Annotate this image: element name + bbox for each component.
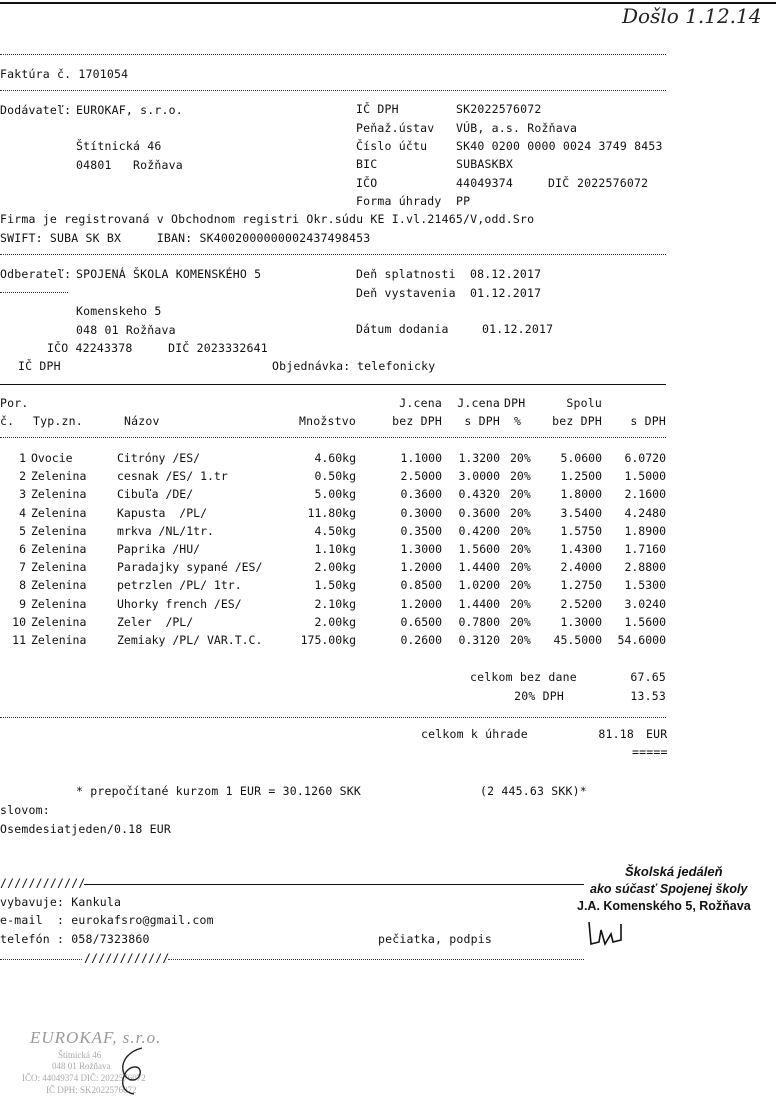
- company-signature-stroke: [123, 1048, 142, 1094]
- supplier-account: SK40 0200 0000 0024 3749 8453: [456, 139, 663, 153]
- supplier-bank-label: Peňaž.ústav: [356, 121, 435, 135]
- cell-price: 0.6500: [400, 614, 442, 629]
- cell-price: 1.2000: [400, 596, 442, 611]
- cell-typ: Zelenina: [31, 469, 87, 484]
- customer-ico-dic: IČO 42243378 DIČ 2023332641: [47, 341, 268, 355]
- col-spolu-sub: bez DPH: [552, 414, 602, 428]
- cell-price-vat: 1.0200: [458, 578, 500, 593]
- divider: [0, 54, 666, 55]
- cell-name: Kapusta /PL/: [117, 505, 208, 520]
- cell-no: 7: [19, 560, 26, 575]
- cell-typ: Zelenina: [31, 578, 87, 593]
- cell-qty: 5.00kg: [314, 487, 356, 502]
- cell-total-vat: 2.8800: [624, 560, 666, 575]
- cell-price-vat: 0.4200: [458, 523, 500, 538]
- cell-qty: 11.80kg: [307, 505, 356, 520]
- company-stamp-line4: IČ DPH: SK2022576072: [46, 1085, 137, 1095]
- cell-qty: 1.10kg: [314, 542, 356, 556]
- issued-by: vybavuje: Kankula: [0, 895, 122, 909]
- divider: [168, 959, 584, 960]
- cell-vat: 20%: [510, 451, 531, 465]
- supplier-dic-label: DIČ: [548, 176, 570, 190]
- supplier-account-label: Číslo účtu: [356, 139, 428, 153]
- cell-total: 45.5000: [553, 633, 602, 647]
- cell-qty: 1.50kg: [314, 578, 356, 593]
- cell-price: 0.8500: [400, 578, 442, 593]
- customer-label: Odberateľ:: [0, 267, 72, 281]
- cell-total-vat: 1.7160: [624, 542, 666, 556]
- table-row: [0, 452, 776, 468]
- cell-name: Paradajky sypané /ES/: [117, 560, 263, 575]
- table-row: [0, 543, 776, 559]
- supplier-ic-dph-label: IČ DPH: [356, 102, 399, 116]
- cell-no: 11: [12, 633, 26, 647]
- cell-typ: Zelenina: [31, 633, 87, 647]
- cell-vat: 20%: [510, 578, 531, 593]
- divider: [0, 292, 68, 293]
- divider: [0, 90, 666, 91]
- cell-total: 1.3000: [560, 614, 602, 629]
- signature-stroke: [589, 922, 621, 944]
- cell-name: cesnak /ES/ 1.tr: [117, 469, 228, 484]
- delivery-date: 01.12.2017: [482, 322, 554, 336]
- supplier-dic: 2022576072: [577, 176, 649, 190]
- company-stamp-line1: Štítnická 46: [58, 1050, 102, 1060]
- vat-total-label: 20% DPH: [514, 689, 564, 703]
- table-row: [0, 598, 776, 614]
- signature-scribble: [585, 916, 633, 952]
- cell-total: 2.4000: [560, 560, 602, 575]
- cell-total-vat: 4.2480: [624, 505, 666, 520]
- cell-qty: 0.50kg: [314, 469, 356, 484]
- cell-typ: Zelenina: [31, 596, 87, 611]
- supplier-bic: SUBASKBX: [456, 157, 513, 171]
- col-jcena-sub: bez DPH: [392, 414, 442, 428]
- cell-price: 1.2000: [400, 560, 442, 575]
- amount-due-underline: =====: [632, 745, 668, 759]
- conversion-note: * prepočítané kurzom 1 EUR = 30.1260 SKK: [76, 784, 361, 798]
- supplier-city: 04801 Rožňava: [76, 158, 183, 172]
- vat-total: 13.53: [630, 689, 666, 703]
- customer-city: 048 01 Rožňava: [76, 323, 176, 337]
- divider: [0, 254, 666, 255]
- cell-price-vat: 1.3200: [458, 451, 500, 465]
- cell-qty: 4.60kg: [314, 451, 356, 465]
- cell-vat: 20%: [510, 633, 531, 647]
- cell-typ: Zelenina: [31, 505, 87, 520]
- company-stamp-line3: IČO: 44049374 DIČ: 2022576072: [22, 1073, 146, 1083]
- delivery-date-label: Dátum dodania: [356, 322, 449, 336]
- cell-no: 2: [19, 469, 26, 484]
- col-spolu: Spolu: [566, 396, 602, 410]
- supplier-street: Štítnická 46: [76, 139, 162, 153]
- cell-qty: 2.00kg: [314, 560, 356, 575]
- cell-name: Cibuľa /DE/: [117, 487, 194, 502]
- payment-method: PP: [456, 194, 471, 208]
- col-jcena-dph-sub: s DPH: [464, 414, 500, 428]
- handwritten-received-date: Došlo 1.12.14: [622, 4, 762, 28]
- divider: [0, 437, 666, 438]
- cell-total-vat: 1.5300: [624, 578, 666, 593]
- supplier-label: Dodávateľ:: [0, 103, 72, 117]
- cell-total: 1.2750: [560, 578, 602, 593]
- table-row: [0, 488, 776, 504]
- col-mnozstvo: Množstvo: [299, 414, 356, 428]
- col-spolu-s-dph: s DPH: [630, 414, 666, 428]
- payment-method-label: Forma úhrady: [356, 194, 442, 208]
- supplier-ico: 44049374: [456, 176, 513, 190]
- order-label: Objednávka:: [272, 359, 351, 373]
- school-stamp-line2: ako súčasť Spojenej školy: [590, 882, 748, 896]
- supplier-ic-dph: SK2022576072: [456, 102, 542, 116]
- col-jcena: J.cena: [399, 396, 442, 410]
- company-stamp-name: EUROKAF, s.r.o.: [30, 1028, 162, 1047]
- issue-date-label: Deň vystavenia: [356, 286, 456, 300]
- supplier-ico-label: IČO: [356, 176, 378, 190]
- conversion-skk: (2 445.63 SKK)*: [480, 784, 587, 798]
- cell-name: Citróny /ES/: [117, 451, 201, 465]
- cell-price: 0.3000: [400, 505, 442, 520]
- due-date-label: Deň splatnosti: [356, 267, 456, 281]
- stamp-signature-label: pečiatka, podpis: [378, 932, 492, 946]
- cell-price: 1.3000: [400, 542, 442, 556]
- cell-price-vat: 3.0000: [458, 469, 500, 484]
- table-row: [0, 525, 776, 541]
- cell-price-vat: 1.4400: [458, 560, 500, 575]
- cell-typ: Zelenina: [31, 560, 87, 575]
- cell-price: 0.2600: [400, 633, 442, 647]
- cell-typ: Ovocie: [31, 451, 73, 465]
- col-por: Por.: [0, 396, 29, 410]
- cell-total: 1.4300: [560, 542, 602, 556]
- cell-name: petrzlen /PL/ 1tr.: [117, 578, 242, 593]
- cell-name: Paprika /HU/: [117, 542, 201, 556]
- cell-vat: 20%: [510, 505, 531, 520]
- cell-total-vat: 1.5000: [624, 469, 666, 484]
- net-total-label: celkom bez dane: [470, 670, 577, 684]
- cell-total: 3.5400: [560, 505, 602, 520]
- supplier-bank: VÚB, a.s. Rožňava: [456, 121, 578, 135]
- due-date: 08.12.2017: [470, 267, 542, 281]
- table-top-rule: [0, 384, 666, 385]
- cell-vat: 20%: [510, 614, 531, 629]
- cell-total: 1.8000: [560, 487, 602, 502]
- footer-slashes-top: ////////////: [0, 876, 86, 890]
- order-value: telefonicky: [357, 359, 436, 373]
- col-dph-percent: %: [514, 414, 522, 428]
- cell-name: Uhorky french /ES/: [117, 596, 242, 611]
- cell-qty: 2.00kg: [314, 614, 356, 629]
- cell-no: 9: [19, 596, 26, 611]
- cell-price: 2.5000: [400, 469, 442, 484]
- cell-price-vat: 0.3120: [458, 633, 500, 647]
- swift-iban: SWIFT: SUBA SK BX IBAN: SK4002000000002437498453: [0, 231, 371, 245]
- cell-price-vat: 0.4320: [458, 487, 500, 502]
- school-stamp-line1: Školská jedáleň: [625, 864, 723, 879]
- cell-no: 4: [19, 505, 26, 520]
- cell-price: 0.3500: [400, 523, 442, 538]
- words-label: slovom:: [0, 803, 50, 817]
- cell-vat: 20%: [510, 523, 531, 538]
- cell-total: 1.2500: [560, 469, 602, 484]
- cell-price-vat: 0.7800: [458, 614, 500, 629]
- divider: [0, 959, 82, 960]
- cell-no: 8: [19, 578, 26, 593]
- cell-price-vat: 0.3600: [458, 505, 500, 520]
- cell-total: 2.5200: [560, 596, 602, 611]
- cell-typ: Zelenina: [31, 614, 87, 629]
- contact-phone: telefón : 058/7323860: [0, 932, 150, 946]
- cell-typ: Zelenina: [31, 487, 87, 502]
- cell-vat: 20%: [510, 560, 531, 575]
- cell-name: Zemiaky /PL/ VAR.T.C.: [117, 633, 263, 647]
- company-stamp-line2: 048 01 Rožňava: [52, 1061, 111, 1071]
- cell-typ: Zelenina: [31, 542, 87, 556]
- table-row: [0, 507, 776, 523]
- registry-note: Firma je registrovaná v Obchodnom registri Okr.súdu KE I.vl.21465/V,odd.Sro: [0, 212, 535, 226]
- table-row: [0, 616, 776, 632]
- cell-total: 1.5750: [560, 523, 602, 538]
- school-stamp-line3: J.A. Komenského 5, Rožňava: [577, 899, 751, 913]
- footer-rule: [84, 884, 584, 885]
- col-jcena-dph: J.cena: [457, 396, 500, 410]
- cell-no: 6: [19, 542, 26, 556]
- cell-total-vat: 2.1600: [624, 487, 666, 502]
- table-row: [0, 579, 776, 595]
- cell-qty: 2.10kg: [314, 596, 356, 611]
- customer-name: SPOJENÁ ŠKOLA KOMENSKÉHO 5: [76, 267, 262, 281]
- cell-total-vat: 3.0240: [624, 596, 666, 611]
- cell-name: mrkva /NL/1tr.: [117, 523, 214, 538]
- cell-vat: 20%: [510, 469, 531, 484]
- customer-street: Komenskeho 5: [76, 304, 162, 318]
- divider: [0, 717, 666, 718]
- cell-price: 0.3600: [400, 487, 442, 502]
- amount-due: 81.18: [598, 727, 634, 741]
- currency: EUR: [646, 727, 668, 741]
- issue-date: 01.12.2017: [470, 286, 542, 300]
- contact-email: e-mail : eurokafsro@gmail.com: [0, 913, 214, 927]
- cell-no: 10: [12, 614, 26, 629]
- cell-qty: 4.50kg: [314, 523, 356, 538]
- supplier-bic-label: BIC: [356, 157, 378, 171]
- col-dph: DPH: [504, 396, 526, 410]
- amount-in-words: Osemdesiatjeden/0.18 EUR: [0, 822, 171, 836]
- cell-price: 1.1000: [400, 451, 442, 465]
- cell-vat: 20%: [510, 542, 531, 556]
- table-row: [0, 561, 776, 577]
- col-nazov: Názov: [124, 414, 160, 428]
- cell-total-vat: 6.0720: [624, 451, 666, 465]
- cell-price-vat: 1.4400: [458, 596, 500, 611]
- cell-total: 5.0600: [560, 451, 602, 465]
- cell-name: Zeler /PL/: [117, 614, 194, 629]
- cell-no: 5: [19, 523, 26, 538]
- cell-no: 1: [19, 451, 26, 465]
- cell-vat: 20%: [510, 487, 531, 502]
- cell-total-vat: 1.8900: [624, 523, 666, 538]
- cell-no: 3: [19, 487, 26, 502]
- supplier-name: EUROKAF, s.r.o.: [76, 103, 183, 117]
- cell-total-vat: 54.6000: [617, 633, 666, 647]
- invoice-title: Faktúra č. 1701054: [0, 67, 129, 81]
- cell-total-vat: 1.5600: [624, 614, 666, 629]
- cell-typ: Zelenina: [31, 523, 87, 538]
- cell-price-vat: 1.5600: [458, 542, 500, 556]
- col-typ: Typ.zn.: [33, 414, 83, 428]
- net-total: 67.65: [630, 670, 666, 684]
- cell-vat: 20%: [510, 596, 531, 611]
- table-row: [0, 634, 776, 650]
- table-row: [0, 470, 776, 486]
- cell-qty: 175.00kg: [300, 633, 356, 647]
- customer-ic-dph-label: IČ DPH: [18, 359, 61, 373]
- col-por-no: č.: [0, 414, 15, 428]
- amount-due-label: celkom k úhrade: [421, 727, 528, 741]
- company-stamp-signature: [112, 1042, 156, 1098]
- footer-slashes-bottom: ////////////: [84, 951, 170, 965]
